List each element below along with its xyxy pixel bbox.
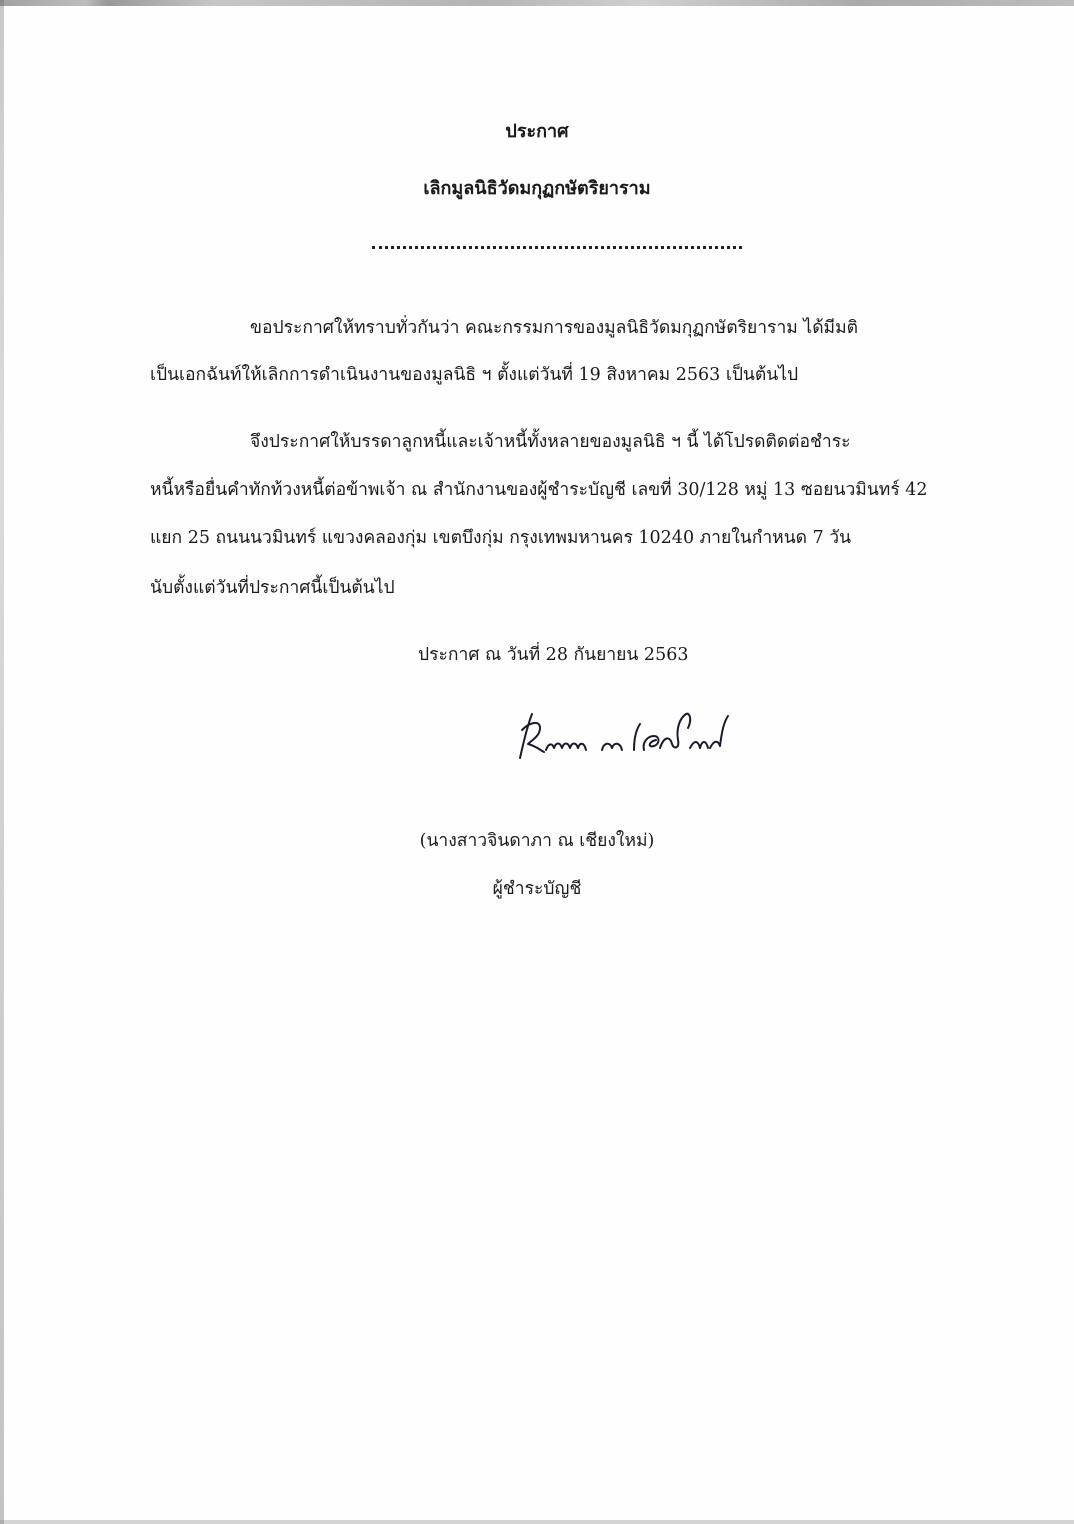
paragraph1-line1: ขอประกาศให้ทราบทั่วกันว่า คณะกรรมการของมูลนิธิวัดมกุฏกษัตริยาราม ได้มีมติ [250, 318, 858, 338]
handwritten-signature [510, 700, 735, 770]
scan-edge-bottom [0, 1520, 1074, 1524]
separator-dots [372, 236, 742, 249]
paragraph2-line3: แยก 25 ถนนนวมินทร์ แขวงคลองกุ่ม เขตบึงกุ่ม กรุงเทพมหานคร 10240 ภายในกำหนด 7 วัน [150, 528, 852, 548]
paragraph1-line2: เป็นเอกฉันท์ให้เลิกการดำเนินงานของมูลนิธิ ฯ ตั้งแต่วันที่ 19 สิงหาคม 2563 เป็นต้นไป [150, 365, 799, 385]
signatory-title: ผู้ชำระบัญชี [492, 879, 582, 899]
signatory-name: (นางสาวจินดาภา ณ เชียงใหม่) [419, 831, 655, 851]
scan-edge-top [0, 0, 1074, 6]
document-title: ประกาศ [505, 121, 569, 142]
paragraph2-line2: หนี้หรือยื่นคำทักท้วงหนี้ต่อข้าพเจ้า ณ สำนักงานของผู้ชำระบัญชี เลขที่ 30/128 หมู่ 13 ซอยนวมินทร์ 42 [150, 480, 928, 500]
paragraph2-line4: นับตั้งแต่วันที่ประกาศนี้เป็นต้นไป [150, 578, 395, 598]
document-subtitle: เลิกมูลนิธิวัดมกุฏกษัตริยาราม [423, 178, 651, 199]
scan-edge-left [0, 0, 4, 1524]
paragraph2-line1: จึงประกาศให้บรรดาลูกหนี้และเจ้าหนี้ทั้งหลายของมูลนิธิ ฯ นี้ ได้โปรดติดต่อชำระ [250, 432, 851, 452]
announcement-date: ประกาศ ณ วันที่ 28 กันยายน 2563 [418, 645, 689, 665]
